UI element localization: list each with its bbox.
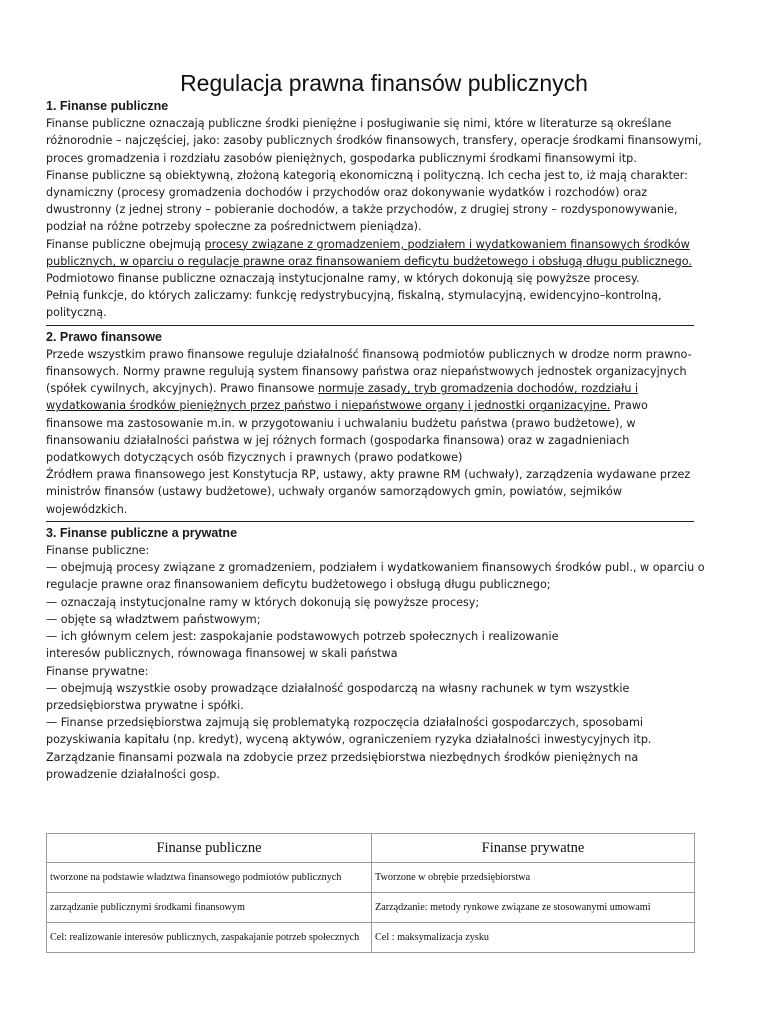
section-1-paragraph-4: Pełnią funkcje, do których zaliczamy: funkcję redystrybucyjną, fiskalną, stymulacyjną, ewidencyjno–kontrolną, polityczną.: [46, 289, 662, 320]
section-1-paragraph-1: Finanse publiczne oznaczają publiczne środki pieniężne i posługiwanie się nimi, które w literaturze są określane różnorodnie – najczęściej, jako: zasoby publicznych środków finansowych, transfery, operacje środkami finansowymi, proces gromadzenia i rozdziału zasobów pieniężnych, gospodarka publicznymi środkami finansowymi itp.: [46, 117, 702, 165]
column-header-public: Finanse publiczne: [47, 834, 372, 863]
underlined-definition: procesy związane z gromadzeniem, podziałem i wydatkowaniem finansowych środków publicznych, w oparciu o regulacje prawne oraz finansowaniem deficytu budżetowego i obsługą długu publicznego.: [46, 237, 692, 268]
document-body: [46, 98, 706, 783]
document-title: Regulacja prawna finansów publicznych: [180, 70, 588, 96]
table-cell: Cel : maksymalizacja zysku: [372, 923, 695, 953]
underlined-definition: normuje zasady, tryb gromadzenia dochodów, rozdziału i wydatkowania środków pieniężnych przez państwo i niepaństwowe organy i jednostki organizacyjne.: [46, 382, 639, 413]
table-row: [47, 893, 695, 923]
public-finance-item: — objęte są władztwem państwowym;: [46, 612, 261, 626]
table-cell: zarządzanie publicznymi środkami finansowym: [47, 893, 372, 923]
private-finance-item: — Finanse przedsiębiorstwa zajmują się problematyką rozpoczęcia działalności gospodarczych, sposobami pozyskiwania kapitału (np. kredyt), wyceną aktywów, ograniczeniem ryzyka działalności inwestycyjnych itp.: [46, 716, 652, 747]
comparison-table: [46, 833, 695, 953]
section-3-closing: Zarządzanie finansami pozwala na zdobycie przez przedsiębiorstwa niezbędnych środków pieniężnych na prowadzenie działalności gosp.: [46, 750, 639, 781]
table-cell: tworzone na podstawie władztwa finansowego podmiotów publicznych: [47, 863, 372, 893]
public-finance-item: — oznaczają instytucjonalne ramy w których dokonują się powyższe procesy;: [46, 595, 480, 609]
section-divider: [46, 521, 694, 522]
private-finance-label: Finanse prywatne:: [46, 664, 149, 678]
private-finance-item: — obejmują wszystkie osoby prowadzące działalność gospodarczą na własny rachunek w tym wszystkie przedsiębiorstwa prywatne i spółki.: [46, 681, 630, 712]
section-2-paragraph-2: Źródłem prawa finansowego jest Konstytucja RP, ustawy, akty prawne RM (uchwały), zarządzenia wydawane przez ministrów finansów (ustawy budżetowe), uchwały organów samorządowych gmin, powiatów, sejmików wojewódzkich.: [46, 468, 691, 516]
table-row: [47, 863, 695, 893]
section-1-paragraph-3: [46, 236, 706, 288]
table-cell: Tworzone w obrębie przedsiębiorstwa: [372, 863, 695, 893]
table-header-row: [47, 834, 695, 863]
section-2-heading: 2. Prawo finansowe: [46, 329, 163, 344]
section-1-heading: 1. Finanse publiczne: [46, 99, 169, 113]
public-finance-item: — obejmują procesy związane z gromadzeniem, podziałem i wydatkowaniem finansowych środków publ., w oparciu o regulacje prawne oraz finansowaniem deficytu budżetowego i obsługą długu publicznego;: [46, 561, 705, 592]
table-row: [47, 923, 695, 953]
paragraph-text: Prawo finansowe ma zastosowanie m.in. w przygotowaniu i uchwalaniu budżetu państwa (prawo budżetowe), w finansowaniu działalności państwa w jej różnych formach (gospodarka finansowa) oraz w zagadnieniach podatkowych dotyczących osób fizycznych i prawnych (prawo podatkowe): [46, 399, 648, 465]
section-2-paragraph-1: [46, 346, 706, 466]
paragraph-text: Finanse publiczne obejmują: [46, 237, 205, 251]
table-cell: Cel: realizowanie interesów publicznych, zaspakajanie potrzeb społecznych: [47, 923, 372, 953]
public-finance-item-continuation: interesów publicznych, równowaga finansowej w skali państwa: [46, 647, 398, 661]
section-1-paragraph-2: Finanse publiczne są obiektywną, złożoną kategorią ekonomiczną i polityczną. Ich cecha jest to, iż mają charakter: dynamiczny (procesy gromadzenia dochodów i przychodów oraz dokonywanie wydatków i rozchodów) oraz dwustronny (z jednej strony – pobieranie dochodów, a także przychodów, z drugiej strony – rozdysponowywanie, podział na różne potrzeby społeczne za pośrednictwem pieniądza).: [46, 168, 688, 234]
column-header-private: Finanse prywatne: [372, 834, 695, 863]
paragraph-text: Przede wszystkim prawo finansowe reguluje działalność finansową podmiotów publicznych w drodze norm prawno-finansowych. Normy prawne regulują system finansowy państwa oraz niepaństwowych jednostek organizacyjnych (spółek cywilnych, akcyjnych). Prawo finansowe: [46, 347, 692, 396]
public-finance-item: — ich głównym celem jest: zaspokajanie podstawowych potrzeb społecznych i realizowanie: [46, 630, 559, 644]
paragraph-text: Podmiotowo finanse publiczne oznaczają instytucjonalne ramy, w których dokonują się powyższe procesy.: [46, 272, 640, 286]
section-divider: [46, 325, 694, 326]
table-cell: Zarządzanie: metody rynkowe związane ze stosowanymi umowami: [372, 893, 695, 923]
public-finance-label: Finanse publiczne:: [46, 544, 150, 558]
section-3-heading: 3. Finanse publiczne a prywatne: [46, 525, 238, 540]
